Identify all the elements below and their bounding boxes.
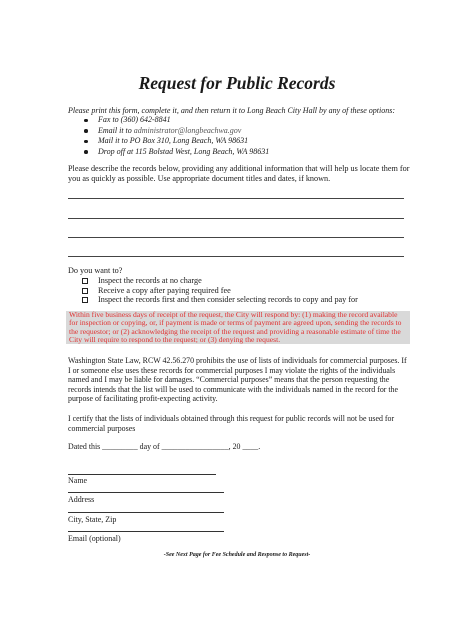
law-paragraph: Washington State Law, RCW 42.56.270 prohibits the use of lists of individuals for commercial purposes. If I or someone else uses these records for commercial purposes I may violate the rights of the individuals named and I may be liable for damages. “Commercial purposes” means that the person requesting the records intends that the list will be used to communicate with the individuals named in the record for the purpose of facilitating profit-expecting activity. [68,356,407,404]
choice-copy[interactable] [82,286,358,296]
option-fax-text: Fax to (360) 642-8841 [98,115,171,124]
email-line[interactable] [68,531,224,532]
name-line[interactable] [68,474,216,475]
description-line-1[interactable] [68,198,404,199]
response-notice: Within five business days of receipt of the request, the City will respond by: (1) making the record available for inspection or copying, or, if payment is made or terms of payment are agreed upon, sending the records to the requestor; or (2) acknowledging the receipt of the request and providing a reasonable estimate of time the City will require to respond to the request; or (3) denying the request. [66,311,410,344]
describe-instructions: Please describe the records below, providing any additional information that will help us locate them for you as quickly as possible. Use appropriate document titles and dates, if known. [68,164,410,183]
address-label: Address [68,495,95,504]
certify-paragraph: I certify that the lists of individuals obtained through this request for public records will not be used for commercial purposes [68,414,395,433]
want-label: Do you want to? [68,266,123,275]
choice-inspect-then-copy-label: Inspect the records first and then consider selecting records to copy and pay for [98,295,358,304]
city-state-zip-label: City, State, Zip [68,515,117,524]
checkbox-icon[interactable] [82,297,88,303]
dated-line: Dated this _________ day of _________________, 20 ____. [68,442,261,451]
option-drop-off [84,147,269,158]
option-drop-off-text: Drop off at 115 Bolstad West, Long Beach, WA 98631 [98,146,270,156]
return-options-list [84,115,269,157]
request-choices [82,276,358,305]
intro-text: Please print this form, complete it, and then return it to Long Beach City Hall by any of these options: [68,106,395,115]
name-label: Name [68,476,88,485]
choice-inspect[interactable] [82,276,358,286]
option-email [84,126,269,137]
description-line-3[interactable] [68,237,404,238]
checkbox-icon[interactable] [82,288,88,294]
choice-inspect-then-copy[interactable] [82,295,358,305]
option-fax [84,115,269,126]
choice-copy-label: Receive a copy after paying required fee [98,285,231,295]
email-optional-label: Email (optional) [68,534,121,543]
form-title: Request for Public Records [138,73,336,93]
address-line[interactable] [68,492,224,493]
email-link[interactable]: administrator@longbeachwa.gov [133,125,242,135]
option-mail [84,136,269,147]
description-line-2[interactable] [68,218,404,219]
city-state-zip-line[interactable] [68,512,224,513]
option-mail-text: Mail it to PO Box 310, Long Beach, WA 98631 [98,136,249,146]
option-email-prefix: Email it to [98,125,134,135]
description-line-4[interactable] [68,256,404,257]
choice-inspect-label: Inspect the records at no charge [98,276,202,285]
checkbox-icon[interactable] [82,278,88,284]
footer-note: -See Next Page for Fee Schedule and Response to Request- [163,552,311,558]
